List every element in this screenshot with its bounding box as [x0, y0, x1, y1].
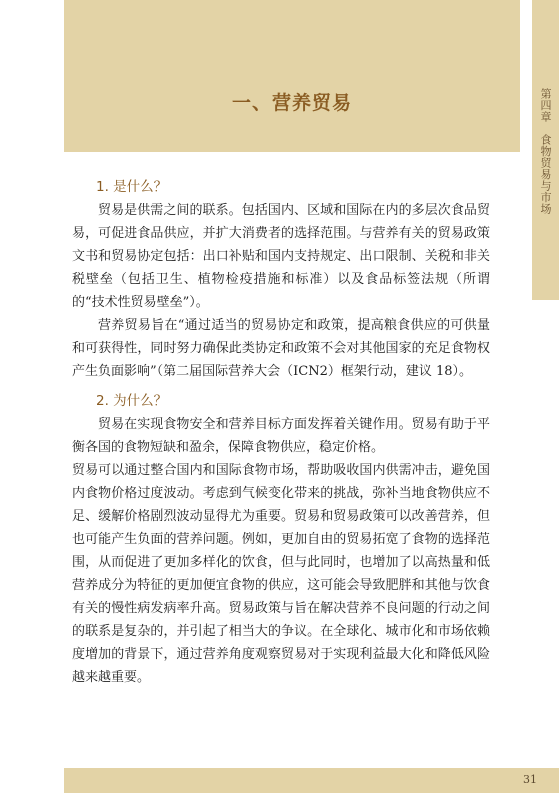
subsection-heading-why: 2. 为什么？ [96, 393, 168, 409]
subsection-heading-what: 1. 是什么？ [96, 179, 168, 195]
page-number: 31 [523, 773, 537, 786]
chapter-header-band [64, 0, 520, 152]
paragraph: 贸易在实现食物安全和营养目标方面发挥着关键作用。贸易有助于平衡各国的食物短缺和盈余，保障食物供应，稳定价格。 [72, 417, 490, 455]
page-body [72, 176, 490, 689]
footer-band [64, 768, 559, 793]
paragraph: 贸易是供需之间的联系。包括国内、区域和国际在内的多层次食品贸易，可促进食品供应，并扩大消费者的选择范围。与营养有关的贸易政策文书和贸易协定包括：出口补贴和国内支持规定、出口限制、关税和非关税壁垒（包括卫生、植物检疫措施和标准）以及食品标签法规（所谓的“技术性贸易壁垒”）。 [72, 203, 490, 310]
paragraph: 营养贸易旨在“通过适当的贸易协定和政策，提高粮食供应的可供量和可获得性，同时努力确保此类协定和政策不会对其他国家的充足食物权产生负面影响”（第二届国际营养大会（ICN2）框架行动，建议 18）。 [72, 318, 490, 379]
paragraph: 贸易可以通过整合国内和国际食物市场，帮助吸收国内供需冲击，避免国内食物价格过度波动。考虑到气候变化带来的挑战，弥补当地食物供应不足、缓解价格剧烈波动显得尤为重要。贸易和贸易政策可以改善营养，但也可能产生负面的营养问题。例如，更加自由的贸易拓宽了食物的选择范围，从而促进了更加多样化的饮食，但与此同时，也增加了以高热量和低营养成分为特征的更加便宜食物的供应，这可能会导致肥胖和其他与饮食有关的慢性病发病率升高。贸易政策与旨在解决营养不良问题的行动之间的联系是复杂的，并引起了相当大的争议。在全球化、城市化和市场依赖度增加的背景下，通过营养角度观察贸易对于实现利益最大化和降低风险越来越重要。 [72, 463, 490, 685]
chapter-side-tab-label: 第四章 食物贸易与市场 [539, 88, 552, 215]
chapter-side-tab [532, 0, 559, 300]
section-title: 一、营养贸易 [231, 92, 352, 114]
